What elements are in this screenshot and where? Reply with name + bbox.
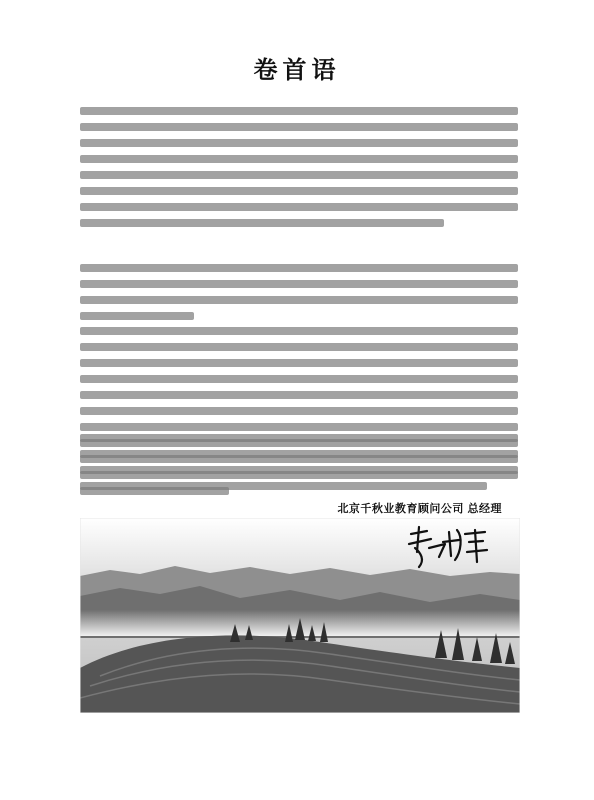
handwritten-signature (405, 522, 489, 572)
paragraph-1 (80, 107, 518, 227)
paragraph-2 (80, 264, 518, 320)
signer-title: 北京千秋业教育顾问公司 总经理 (337, 503, 502, 515)
paragraph-4 (80, 434, 518, 490)
page-title: 卷首语 (253, 55, 341, 84)
